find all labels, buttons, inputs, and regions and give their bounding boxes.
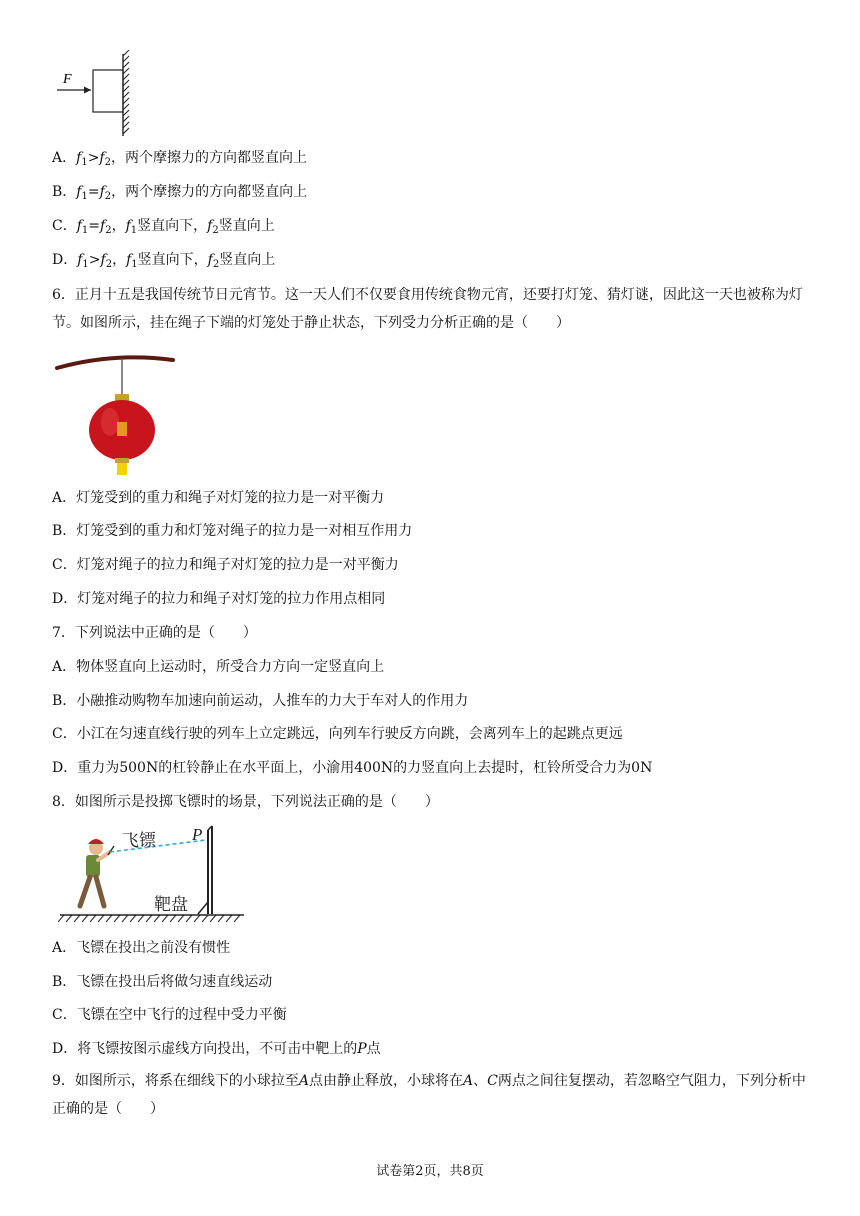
q5-option-b: B．$f_1=f_2$，两个摩擦力的方向都竖直向上 [52,184,308,202]
q6-stem: 6．正月十五是我国传统节日元宵节。这一天人们不仅要食用传统食物元宵，还要打灯笼、猜灯谜，因此这一天也被称为灯节。如图所示，挂在绳子下端的灯笼处于静止状态，下列受力分析正确的是（ ） [52,287,803,331]
board-label: 靶盘 [154,895,188,915]
q9-stem: 9．如图所示，将系在细线下的小球拉至A点由静止释放，小球将在A、C两点之间往复摆动，若忽略空气阻力，下列分析中正确的是（ ） [52,1073,806,1117]
force-block-figure [55,50,145,142]
q7-option-d: D．重力为500N的杠铃静止在水平面上，小渝用400N的力竖直向上去提时，杠铃所受合力为0N [52,760,653,776]
force-label: F [63,72,72,87]
q8-option-a: A．飞镖在投出之前没有惯性 [52,940,231,956]
q7-option-b: B．小融推动购物车加速向前运动，人推车的力大于车对人的作用力 [52,693,469,709]
q8-option-c: C．飞镖在空中飞行的过程中受力平衡 [52,1007,287,1023]
q7-stem: 7．下列说法中正确的是（ ） [52,625,257,641]
q5-option-c: C．$f_1=f_2$，$f_1$竖直向下，$f_2$竖直向上 [52,218,275,236]
q6-option-c: C．灯笼对绳子的拉力和绳子对灯笼的拉力是一对平衡力 [52,557,399,573]
q6-option-b: B．灯笼受到的重力和灯笼对绳子的拉力是一对相互作用力 [52,523,413,539]
q8-option-d: D．将飞镖按图示虚线方向投出，不可击中靶上的P点 [52,1041,381,1057]
q6-option-a: A．灯笼受到的重力和绳子对灯笼的拉力是一对平衡力 [52,490,385,506]
point-p-label: P [192,825,203,844]
dart-throw-figure [58,822,248,924]
q8-stem: 8．如图所示是投掷飞镖时的场景，下列说法正确的是（ ） [52,794,439,810]
q6-option-d: D．灯笼对绳子的拉力和绳子对灯笼的拉力作用点相同 [52,591,386,607]
q5-option-a: A．$f_1>f_2$，两个摩擦力的方向都竖直向上 [52,150,307,168]
q7-option-a: A．物体竖直向上运动时，所受合力方向一定竖直向上 [52,659,385,675]
q5-option-d: D．$f_1>f_2$，$f_1$竖直向下，$f_2$竖直向上 [52,252,276,270]
dart-label: 飞镖 [122,831,156,851]
q8-option-b: B．飞镖在投出后将做匀速直线运动 [52,974,273,990]
page-footer: 试卷第2页，共8页 [376,1164,484,1179]
q7-option-c: C．小江在匀速直线行驶的列车上立定跳远，向列车行驶反方向跳，会离列车上的起跳点更远 [52,726,623,742]
lantern-figure [55,350,175,476]
